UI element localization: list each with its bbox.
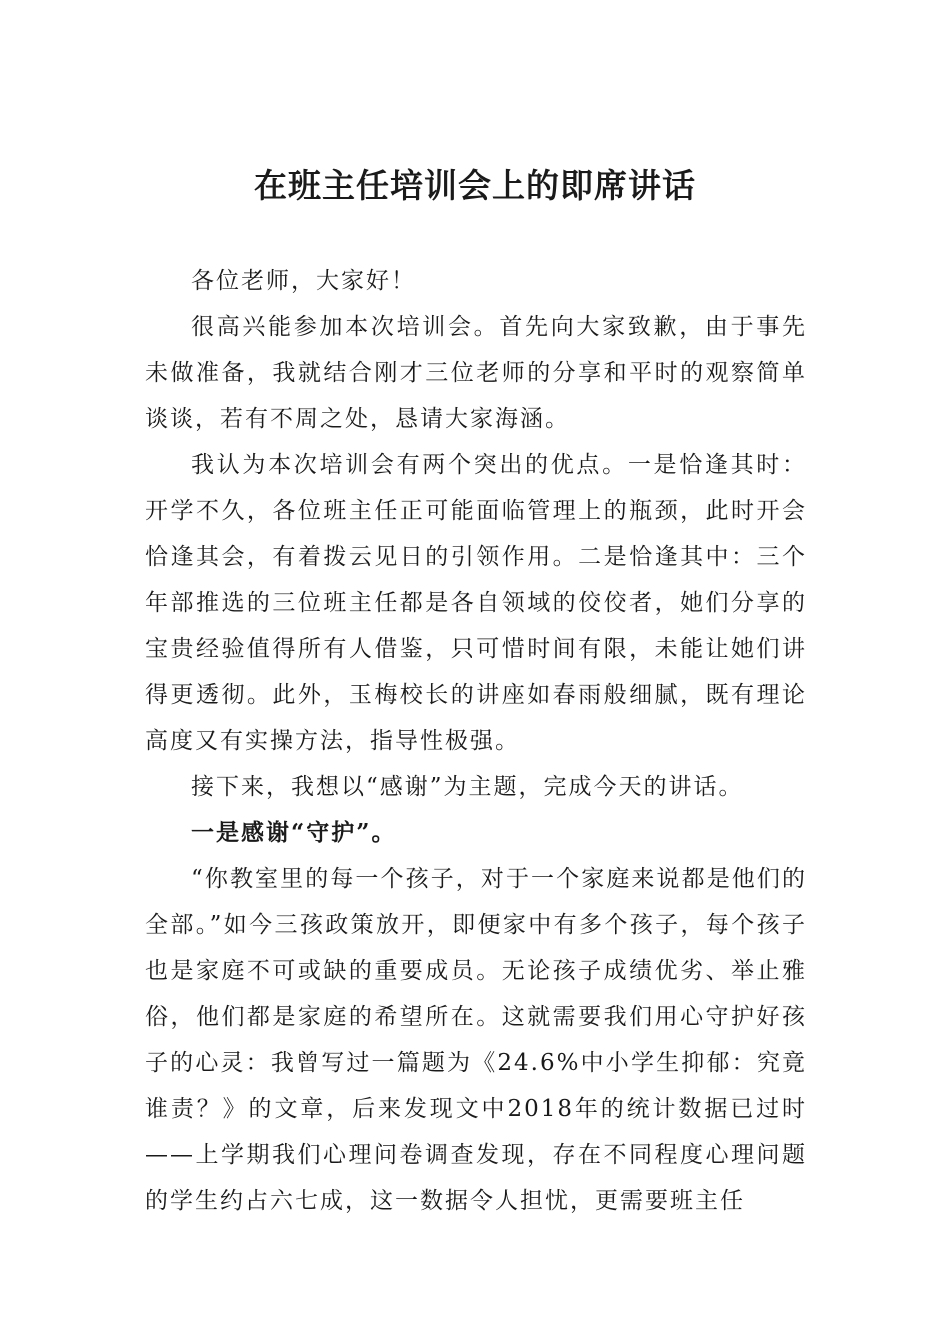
document-title: 在班主任培训会上的即席讲话: [254, 166, 696, 205]
section-heading: 一是感谢“守护”。: [191, 819, 397, 846]
greeting-paragraph: 各位老师，大家好！: [191, 268, 416, 294]
body-paragraph: 接下来，我想以“感谢”为主题，完成今天的讲话。: [191, 774, 744, 800]
body-paragraph: “你教室里的每一个孩子，对于一个家庭来说都是他们的全部。”如今三孩政策放开，即便家中有多个孩子，每个孩子也是家庭不可或缺的重要成员。无论孩子成绩优劣、举止雅俗，他们都是家庭的希望所在。这就需要我们用心守护好孩子的心灵：我曾写过一篇题为《24.6%中小学生抑郁：究竟谁责？》的文章，后来发现文中2018年的统计数据已过时——上学期我们心理问卷调查发现，存在不同程度心理问题的学生约占六七成，这一数据令人担忧，更需要班主任: [145, 866, 807, 1214]
body-paragraph: 我认为本次培训会有两个突出的优点。一是恰逢其时：开学不久，各位班主任正可能面临管理上的瓶颈，此时开会恰逢其会，有着拨云见日的引领作用。二是恰逢其中：三个年部推选的三位班主任都是各自领域的佼佼者，她们分享的宝贵经验值得所有人借鉴，只可惜时间有限，未能让她们讲得更透彻。此外，玉梅校长的讲座如春雨般细腻，既有理论高度又有实操方法，指导性极强。: [145, 452, 807, 754]
document-body: [145, 258, 807, 1224]
body-paragraph: 很高兴能参加本次培训会。首先向大家致歉，由于事先未做准备，我就结合刚才三位老师的分享和平时的观察简单谈谈，若有不周之处，恳请大家海涵。: [145, 314, 807, 432]
